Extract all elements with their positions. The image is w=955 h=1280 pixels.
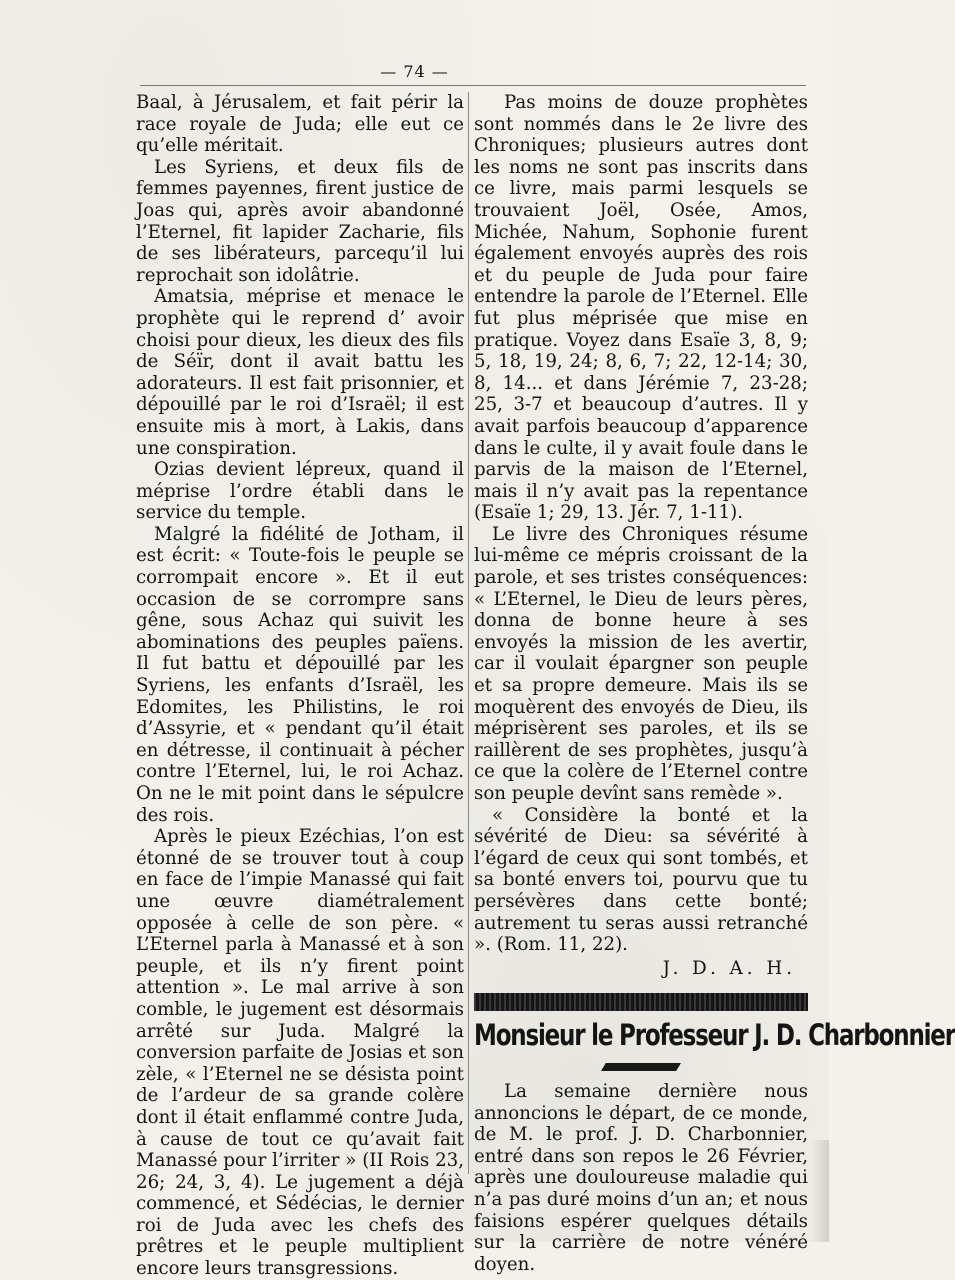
signature: J. D. A. H.	[662, 957, 796, 979]
left-column	[136, 92, 464, 1280]
paragraph-chroniques: Le livre des Chroniques résume lui-même ce mépris croissant de la parole, et ses tristes conséquences: « L’Eternel, le Dieu de leurs pères, donna de bonne heure à ses envoyés la mission de les avertir, car il voulait épargner son peuple et sa propre demeure. Mais ils se moquèrent des envoyés de Dieu, ils méprisèrent ses paroles, et ils se raillèrent de ses prophètes, jusqu’à ce que la colère de l’Eternel contre son peuple devînt sans remède ».	[474, 523, 808, 804]
paragraph-ezechias: Après le pieux Ezéchias, l’on est étonné de se trouver tout à coup en face de l’impie Manassé qui fait une œuvre diamétralement opposée à celle de son père. « L’Eternel parla à Manassé et à son peuple, et ils n’y firent point attention ». Le mal arrive à son comble, le jugement est désormais arrêté sur Juda. Malgré la conversion parfaite de Josias et son zèle, « l’Eternel ne se désista point de l’ardeur de sa grande colère dont il était enflammé contre Juda, à cause de tout ce qu’avait fait Manassé pour l’irriter » (II Rois 23, 26; 24, 3, 4). Le jugement a déjà commencé, et Sédécias, le dernier roi de Juda avec les chefs des prêtres et le peuple multiplient encore leurs transgressions.	[136, 826, 464, 1280]
page-edge-shadow	[811, 1140, 829, 1242]
header-rule	[140, 85, 806, 86]
column-divider	[468, 92, 469, 1174]
paragraph-prophetes: Pas moins de douze prophètes sont nommés dans le 2e livre des Chroniques; plusieurs autres dont les noms ne sont pas inscrits dans ce livre, mais parmi lesquels se trouvaient Joël, Osée, Amos, Michée, Nahum, Sophonie furent également envoyés auprès des rois et du peuple de Juda pour faire entendre la parole de l’Eternel. Elle fut plus méprisée que mise en pratique. Voyez dans Esaïe 3, 8, 9; 5, 18, 19, 24; 8, 6, 7; 22, 12-14; 30, 8, 14... et dans Jérémie 7, 23-28; 25, 3-7 et beaucoup d’autres. Il y avait parfois beaucoup d’apparence dans le culte, il y avait foule dans le parvis de la maison de l’Eternel, mais il n’y avait pas la repentance (Esaïe 1; 29, 13. Jér. 7, 1-11).	[474, 92, 808, 524]
paragraph-syriens: Les Syriens, et deux fils de femmes payennes, firent justice de Joas qui, après avoir abandonné l’Eternel, fit lapider Zacharie, fils de ses libérateurs, parcequ’il lui reprochait son idolâtrie.	[136, 156, 464, 286]
page-number: — 74 —	[380, 62, 449, 81]
article-heading: Monsieur le Professeur J. D. Charbonnier	[474, 1019, 955, 1053]
paragraph-charbonnier: La semaine dernière nous annoncions le départ, de ce monde, de M. le prof. J. D. Charbonnier, entré dans son repos le 26 Février, après une douloureuse maladie qui n’a pas duré moins d’un an; et nous faisions espérer quelques détails sur la carrière de notre vénéré doyen.	[474, 1080, 808, 1275]
right-column	[474, 92, 955, 1275]
paragraph-considere: « Considère la bonté et la sévérité de Dieu: sa sévérité à l’égard de ceux qui sont tombés, et sa bonté envers toi, pourvu que tu persévères dans cette bonté; autrement tu seras aussi retranché ». (Rom. 11, 22).	[474, 804, 808, 956]
decorative-banner	[474, 993, 808, 1011]
paragraph-baal: Baal, à Jérusalem, et fait périr la race royale de Juda; elle eut ce qu’elle méritait.	[136, 92, 464, 157]
heading-ornament	[601, 1063, 681, 1071]
paragraph-jotham: Malgré la fidélité de Jotham, il est écrit: « Toute-fois le peuple se corrompait encore ». Et il eut occasion de se corrompre sans gêne, sous Achaz qui suivit les abominations des peuples païens. Il fut battu et dépouillé par les Syriens, les enfants d’Israël, les Edomites, les Philistins, le roi d’Assyrie, et « pendant qu’il était en détresse, il continuait à pécher contre l’Eternel, lui, le roi Achaz. On ne le mit point dans le sépulcre des rois.	[136, 523, 464, 826]
paragraph-amatsia: Amatsia, méprise et menace le prophète qui le reprend d’ avoir choisi pour dieux, les dieux des fils de Séïr, dont il avait battu les adorateurs. Il est fait prisonnier, et dépouillé par le roi d’Israël; il est ensuite mis à mort, à Lakis, dans une conspiration.	[136, 286, 464, 459]
paragraph-ozias: Ozias devient lépreux, quand il méprise l’ordre établi dans le service du temple.	[136, 459, 464, 524]
